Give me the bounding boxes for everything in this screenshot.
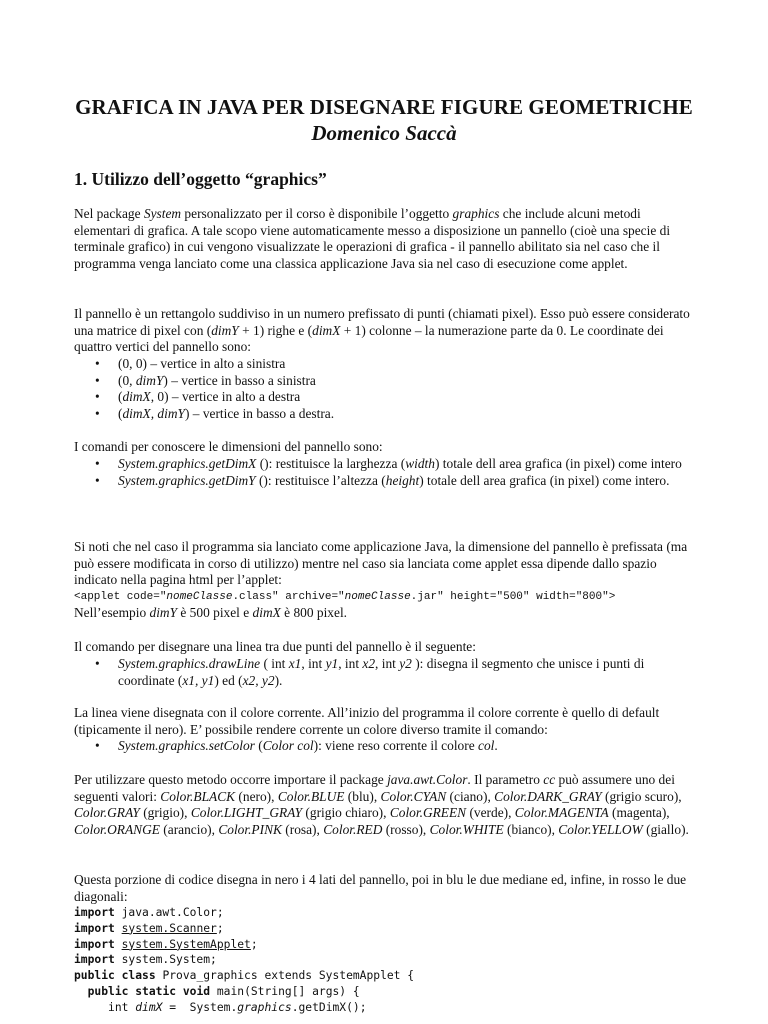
list-item: • System.graphics.getDimX (): restituisce la larghezza (width) totale dell area grafica (in pixel) come intero [74,456,694,473]
paragraph-dim-commands: I comandi per conoscere le dimensioni del pannello sono: [74,439,383,454]
color-list: Color.BLACK (nero), Color.BLUE (blu), Color.CYAN (ciano), Color.DARK_GRAY (grigio scuro), Color.GRAY (grigio), Color.LIGHT_GRAY (grigio chiaro), Color.GREEN (verde), Color.MAGENTA (magenta), Color.ORANGE (arancio), Color.PINK (rosa), Color.RED (rosso), Color.WHITE (bianco), Color.YELLOW (giallo). [74,788,689,837]
author: Domenico Saccà [311,121,457,145]
paragraph-color: La linea viene disegnata con il colore corrente. All’inizio del programma il colore corrente è quello di default (tipicamente il nero). E’ possibile rendere corrente un colore diverso tramite il comando: [74,705,660,737]
code-line: int dimX = System.graphics.getDimX(); [108,1000,367,1014]
code-line: public static void main(String[] args) { [87,984,360,998]
paragraph-code-intro: Questa porzione di codice disegna in nero i 4 lati del pannello, poi in blu le due mediane ed, infine, in rosso le due diagonali: [74,872,687,904]
code-line: import system.System; [74,953,217,967]
paragraph-example: Nell’esempio dimY è 500 pixel e dimX è 800 pixel. [74,605,348,620]
list-item: • (dimX, dimY) – vertice in basso a destra. [74,406,694,423]
section-heading: 1. Utilizzo dell’oggetto “graphics” [74,169,327,189]
code-line: import system.SystemApplet; [74,937,258,951]
paragraph-applet-note: Si noti che nel caso il programma sia lanciato come applicazione Java, la dimensione del pannello è prefissata (ma può essere modificata in corso di utilizzo) mentre nel caso sia lanciata come applet essa dipende dallo spazio indicato nella pagina html per l’applet: [74,539,688,588]
list-item: • System.graphics.setColor (Color col): viene reso corrente il colore col. [74,738,694,755]
dim-methods-list [74,456,694,489]
drawline-list [74,656,694,689]
code-line: public class Prova_graphics extends SystemApplet { [74,969,415,983]
list-item: • (0, 0) – vertice in alto a sinistra [74,356,694,373]
code-line: import system.Scanner; [74,921,224,935]
code-block [74,905,694,1016]
applet-code: <applet code="nomeClasse.class" archive="nomeClasse.jar" height="500" width="800"> [74,591,616,603]
paragraph-intro: Nel package System personalizzato per il corso è disponibile l’oggetto graphics che include alcuni metodi elementari di grafica. A tale scopo viene automaticamente messo a disposizione un pannello (cioè una specie di terminale grafico) in cui vengono visualizzate le operazioni di grafica - il pannello abilitato sia nel caso che il programma venga lanciato come una classica applicazione Java sia nel caso di esecuzione come applet. [74,206,671,271]
list-item: • System.graphics.drawLine ( int x1, int y1, int x2, int y2 ): disegna il segmento che unisce i punti di coordinate (x1, y1) ed (x2, y2). [74,656,694,689]
vertices-list [74,356,694,422]
list-item: • System.graphics.getDimY (): restituisce l’altezza (height) totale dell area grafica (in pixel) come intero. [74,473,694,490]
code-line: import java.awt.Color; [74,906,224,919]
list-item: • (0, dimY) – vertice in basso a sinistra [74,373,694,390]
paragraph-drawline: Il comando per disegnare una linea tra due punti del pannello è il seguente: [74,639,476,654]
page-title: GRAFICA IN JAVA PER DISEGNARE FIGURE GEOMETRICHE [75,95,693,119]
paragraph-colors: Per utilizzare questo metodo occorre importare il package java.awt.Color. Il parametro cc può assumere uno dei seguenti valori: Color.BLACK (nero), Color.BLUE (blu), Color.CYAN (ciano), Color.DARK_GRAY (grigio scuro), Color.GRAY (grigio), Color.LIGHT_GRAY (grigio chiaro), Color.GREEN (verde), Color.MAGENTA (magenta), Color.ORANGE (arancio), Color.PINK (rosa), Color.RED (rosso), Color.WHITE (bianco), Color.YELLOW (giallo). [74,772,689,837]
paragraph-panel: Il pannello è un rettangolo suddiviso in un numero prefissato di punti (chiamati pixel). Esso può essere considerato una matrice di pixel con (dimY + 1) righe e (dimX + 1) colonne – la numerazione parte da 0. Le coordinate dei quattro vertici del pannello sono: [74,306,690,355]
list-item: • (dimX, 0) – vertice in alto a destra [74,389,694,406]
setcolor-list [74,738,694,755]
